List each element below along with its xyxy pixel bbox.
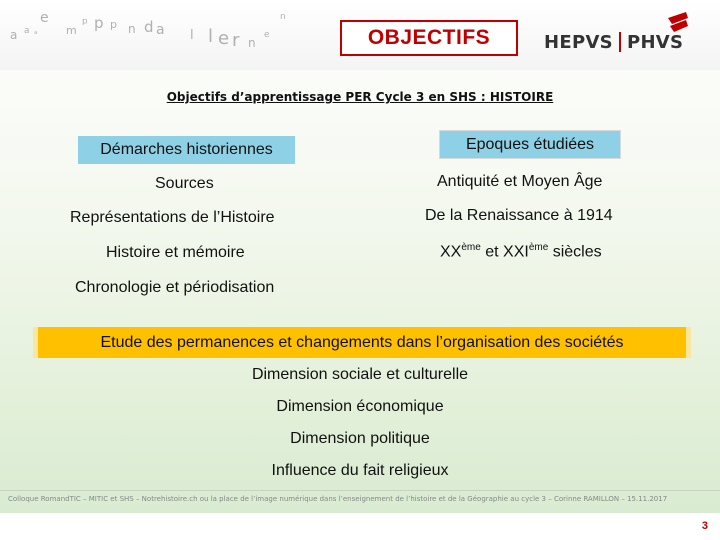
- hepvs-logo: [544, 28, 683, 56]
- left-heading-text: Démarches historiennes: [100, 141, 273, 158]
- dimension-politique: Dimension politique: [290, 430, 430, 447]
- page-number: 3: [701, 520, 708, 532]
- right-item-renaissance: De la Renaissance à 1914: [425, 207, 613, 224]
- right-item-antiquite: Antiquité et Moyen Âge: [437, 173, 603, 190]
- century-sup-2: ème: [528, 242, 549, 253]
- right-column-heading: [439, 130, 621, 159]
- century-sup-1: ème: [461, 242, 481, 253]
- subtitle: Objectifs d’apprentissage PER Cycle 3 en SHS : HISTOIRE: [166, 90, 554, 104]
- title-box: [340, 20, 518, 56]
- logo-right-text: PHVS: [626, 31, 684, 53]
- dimension-sociale: Dimension sociale et culturelle: [251, 366, 469, 383]
- century-prefix: XX: [440, 243, 462, 261]
- left-item-memoire: Histoire et mémoire: [106, 244, 245, 261]
- left-item-sources: Sources: [155, 175, 214, 192]
- right-heading-text: Epoques étudiées: [465, 135, 595, 153]
- hep-logo-flag-icon: [666, 10, 690, 34]
- left-item-chronologie: Chronologie et périodisation: [75, 279, 275, 296]
- left-item-representations: Représentations de l’Histoire: [70, 209, 275, 226]
- dimension-religieux: Influence du fait religieux: [271, 462, 449, 479]
- banner-text: Etude des permanences et changements dans l’organisation des sociétés: [100, 333, 624, 351]
- dimension-economique: Dimension économique: [276, 398, 444, 415]
- page-title: OBJECTIFS: [367, 26, 491, 49]
- century-mid: et XXI: [480, 243, 529, 261]
- footer-text: Colloque RomandTIC – MITIC et SHS – Notrehistoire.ch ou la place de l’image numérique dans l’enseignement de l’histoire et de la Géographie au cycle 3 – Corinne RAMILLON – 15.11.2017: [8, 495, 668, 503]
- logo-left-text: HEPVS: [544, 31, 613, 53]
- objective-banner: [33, 327, 691, 358]
- logo-separator: [619, 32, 621, 52]
- century-suffix: siècles: [548, 243, 602, 261]
- right-item-siecles: [440, 242, 602, 261]
- footer-divider: [0, 490, 720, 491]
- decorative-letters: a a ᵃ e m ᵖ p p n d a l l e r n e n: [10, 10, 286, 51]
- page-bar: [0, 513, 720, 540]
- left-column-heading: [78, 136, 295, 164]
